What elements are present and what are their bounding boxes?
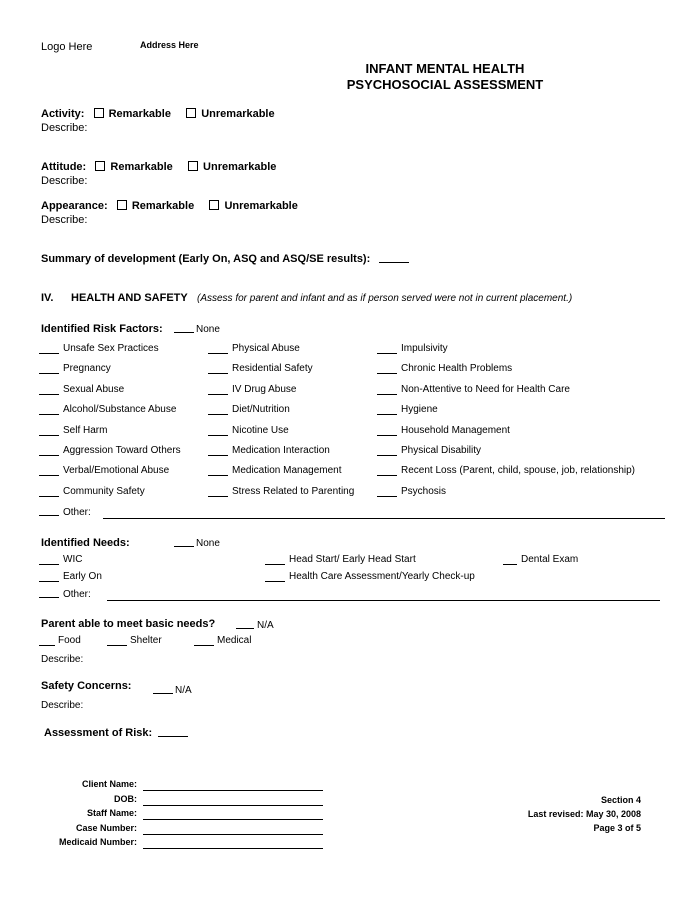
- need-wic-blank[interactable]: [39, 555, 59, 565]
- risk-factor-item: [39, 384, 124, 395]
- needs-other-label: Other:: [63, 589, 91, 600]
- need-early-on-label: Early On: [63, 571, 102, 582]
- risk-none-label: None: [196, 324, 220, 335]
- basic-need-food-label: Food: [58, 635, 81, 646]
- risk-factor-label: Physical Disability: [401, 445, 482, 456]
- activity-describe-label: Describe:: [41, 122, 88, 134]
- risk-factor-item: [208, 404, 290, 415]
- risk-factor-label: Medication Interaction: [232, 445, 330, 456]
- address-placeholder: Address Here: [140, 40, 199, 50]
- appearance-remarkable-checkbox[interactable]: [117, 200, 127, 210]
- need-item-health-care: [265, 571, 475, 582]
- risk-factor-blank[interactable]: [39, 344, 59, 354]
- footer-field-label: Client Name:: [81, 779, 137, 789]
- basic-needs-label: Parent able to meet basic needs?: [41, 618, 216, 630]
- footer-page-number: Page 3 of 5: [593, 823, 641, 833]
- footer-field-input-line[interactable]: [143, 819, 323, 820]
- risk-factors-label: Identified Risk Factors:: [41, 323, 163, 335]
- attitude-row: [41, 161, 276, 173]
- risk-factor-blank[interactable]: [208, 487, 228, 497]
- risk-factor-label: Diet/Nutrition: [232, 404, 290, 416]
- risk-other-row: [39, 506, 91, 518]
- needs-none-label: None: [196, 538, 220, 549]
- risk-factor-label: Alcohol/Substance Abuse: [63, 404, 177, 416]
- risk-factor-blank[interactable]: [377, 466, 397, 476]
- risk-factor-blank[interactable]: [208, 446, 228, 456]
- risk-factor-item: [377, 445, 481, 456]
- risk-none-row: [174, 323, 220, 335]
- needs-other-row: [39, 588, 91, 600]
- need-item-dental: [503, 554, 578, 565]
- risk-factor-blank[interactable]: [377, 487, 397, 497]
- attitude-remarkable-checkbox[interactable]: [95, 161, 105, 171]
- activity-remarkable-checkbox[interactable]: [94, 108, 104, 118]
- basic-need-food: [39, 635, 81, 646]
- risk-factor-item: [39, 445, 181, 456]
- risk-factor-item: [377, 363, 512, 374]
- basic-need-medical-blank[interactable]: [194, 636, 214, 646]
- risk-factor-item: [208, 486, 354, 497]
- attitude-unremarkable-label: Unremarkable: [203, 161, 277, 173]
- risk-factor-item: [39, 343, 159, 354]
- risk-factor-blank[interactable]: [39, 364, 59, 374]
- basic-need-shelter: [107, 635, 162, 646]
- risk-factor-label: Chronic Health Problems: [401, 363, 513, 375]
- risk-factor-label: Household Management: [401, 424, 510, 436]
- risk-factor-blank[interactable]: [39, 426, 59, 436]
- footer-last-revised: Last revised: May 30, 2008: [527, 809, 641, 819]
- risk-factor-label: IV Drug Abuse: [232, 383, 297, 395]
- risk-factor-item: [377, 343, 448, 354]
- risk-factor-blank[interactable]: [377, 385, 397, 395]
- risk-factor-label: Community Safety: [63, 485, 145, 497]
- risk-factor-item: [208, 384, 296, 395]
- basic-need-food-blank[interactable]: [39, 636, 55, 646]
- need-early-on-blank[interactable]: [39, 572, 59, 582]
- risk-factor-label: Pregnancy: [63, 363, 111, 375]
- activity-row: [41, 108, 275, 120]
- risk-factor-blank[interactable]: [377, 364, 397, 374]
- needs-none-row: [174, 537, 220, 549]
- safety-na-blank[interactable]: [153, 684, 173, 694]
- risk-factor-blank[interactable]: [208, 466, 228, 476]
- risk-factor-item: [208, 425, 289, 436]
- attitude-unremarkable-checkbox[interactable]: [188, 161, 198, 171]
- need-item-wic: [39, 554, 82, 565]
- risk-factor-blank[interactable]: [208, 426, 228, 436]
- risk-other-line[interactable]: [103, 518, 665, 519]
- risk-factor-item: [208, 445, 330, 456]
- form-title-line2: PSYCHOSOCIAL ASSESSMENT: [346, 77, 544, 92]
- risk-factor-label: Unsafe Sex Practices: [63, 343, 159, 354]
- risk-factor-label: Aggression Toward Others: [63, 445, 181, 456]
- assessment-of-risk-label: Assessment of Risk:: [44, 727, 153, 739]
- risk-factor-label: Medication Management: [232, 465, 342, 477]
- need-health-care-blank[interactable]: [265, 572, 285, 582]
- risk-factor-blank[interactable]: [377, 344, 397, 354]
- safety-describe-label: Describe:: [41, 700, 84, 711]
- risk-factor-label: Recent Loss (Parent, child, spouse, job, relationship): [401, 465, 636, 477]
- basic-needs-na-blank[interactable]: [236, 619, 254, 629]
- risk-factor-label: Hygiene: [401, 404, 438, 416]
- summary-blank[interactable]: [379, 253, 409, 263]
- risk-factor-label: Psychosis: [401, 485, 447, 497]
- activity-remarkable-label: Remarkable: [108, 108, 171, 120]
- risk-factor-item: [377, 384, 570, 395]
- appearance-row: [41, 200, 298, 212]
- appearance-unremarkable-checkbox[interactable]: [209, 200, 219, 210]
- risk-factor-blank[interactable]: [39, 446, 59, 456]
- need-dental-label: Dental Exam: [521, 554, 579, 565]
- appearance-unremarkable-label: Unremarkable: [224, 200, 298, 212]
- risk-other-label: Other:: [63, 507, 91, 518]
- risk-factor-item: [377, 465, 635, 476]
- risk-factor-label: Non-Attentive to Need for Health Care: [401, 383, 570, 395]
- footer-field-label: DOB:: [114, 793, 137, 804]
- footer-field-input-line[interactable]: [143, 834, 323, 835]
- risk-factor-item: [377, 486, 446, 497]
- activity-unremarkable-checkbox[interactable]: [186, 108, 196, 118]
- summary-row: [41, 253, 409, 265]
- activity-label: Activity:: [41, 108, 85, 120]
- risk-factor-blank[interactable]: [208, 405, 228, 415]
- assessment-of-risk-row: [44, 727, 188, 739]
- summary-label: Summary of development (Early On, ASQ and ASQ/SE results):: [41, 253, 371, 265]
- risk-factor-blank[interactable]: [208, 344, 228, 354]
- risk-factor-label: Physical Abuse: [232, 343, 300, 354]
- risk-factor-blank[interactable]: [208, 385, 228, 395]
- safety-concerns-label: Safety Concerns:: [41, 680, 132, 692]
- risk-factor-label: Nicotine Use: [232, 424, 289, 436]
- need-item-head-start: [265, 554, 416, 565]
- needs-other-line[interactable]: [107, 600, 660, 601]
- need-head-start-label: Head Start/ Early Head Start: [289, 554, 416, 565]
- risk-factor-blank[interactable]: [377, 405, 397, 415]
- risk-factor-item: [208, 465, 342, 476]
- footer-field-input-line[interactable]: [143, 805, 323, 806]
- safety-na-row: [153, 684, 192, 696]
- needs-label: Identified Needs:: [41, 537, 130, 549]
- need-head-start-blank[interactable]: [265, 555, 285, 565]
- footer-field-input-line[interactable]: [143, 790, 323, 791]
- attitude-label: Attitude:: [41, 161, 87, 173]
- need-wic-label: WIC: [63, 554, 83, 565]
- footer-field-label: Case Number:: [75, 822, 137, 833]
- appearance-describe-label: Describe:: [41, 214, 88, 226]
- appearance-remarkable-label: Remarkable: [131, 200, 195, 212]
- basic-needs-na-row: [236, 619, 274, 631]
- risk-factor-blank[interactable]: [208, 364, 228, 374]
- basic-needs-na-label: N/A: [257, 620, 274, 631]
- risk-factor-blank[interactable]: [39, 405, 59, 415]
- safety-na-label: N/A: [175, 685, 192, 696]
- risk-factor-blank[interactable]: [39, 466, 59, 476]
- risk-factor-item: [208, 363, 313, 374]
- need-dental-blank[interactable]: [503, 555, 517, 565]
- footer-field-label: Staff Name:: [86, 808, 137, 818]
- appearance-label: Appearance:: [41, 200, 108, 212]
- risk-other-checkbox-blank[interactable]: [39, 506, 59, 516]
- risk-factor-item: [377, 425, 510, 436]
- attitude-remarkable-label: Remarkable: [110, 161, 173, 173]
- risk-factor-item: [377, 404, 438, 415]
- risk-factor-label: Verbal/Emotional Abuse: [63, 465, 170, 477]
- need-item-early-on: [39, 571, 102, 582]
- risk-factor-item: [39, 465, 169, 476]
- section-note: (Assess for parent and infant and as if person served were not in current placement.): [197, 293, 573, 304]
- risk-factor-item: [39, 425, 107, 436]
- basic-need-shelter-blank[interactable]: [107, 636, 127, 646]
- activity-unremarkable-label: Unremarkable: [201, 108, 275, 120]
- risk-factor-item: [39, 363, 111, 374]
- risk-factor-label: Impulsivity: [401, 343, 448, 354]
- section-number: IV.: [41, 292, 54, 304]
- needs-other-checkbox-blank[interactable]: [39, 588, 59, 598]
- risk-factor-blank[interactable]: [39, 385, 59, 395]
- basic-need-medical-label: Medical: [217, 635, 252, 646]
- risk-factor-item: [39, 404, 176, 415]
- footer-field-label: Medicaid Number:: [58, 837, 137, 847]
- risk-none-blank[interactable]: [174, 323, 194, 333]
- basic-need-shelter-label: Shelter: [130, 635, 162, 646]
- basic-needs-describe-label: Describe:: [41, 654, 84, 665]
- attitude-describe-label: Describe:: [41, 175, 88, 187]
- basic-need-medical: [194, 635, 251, 646]
- footer-section: Section 4: [600, 795, 641, 805]
- risk-factor-label: Self Harm: [63, 424, 108, 436]
- need-health-care-label: Health Care Assessment/Yearly Check-up: [289, 571, 475, 582]
- section-title: HEALTH AND SAFETY: [71, 292, 188, 304]
- risk-factor-item: [208, 343, 300, 354]
- risk-factor-label: Stress Related to Parenting: [232, 485, 355, 497]
- needs-none-blank[interactable]: [174, 537, 194, 547]
- form-title-line1: INFANT MENTAL HEALTH: [365, 61, 525, 76]
- risk-factor-blank[interactable]: [377, 426, 397, 436]
- risk-factor-blank[interactable]: [39, 487, 59, 497]
- risk-factor-label: Residential Safety: [232, 363, 313, 375]
- footer-field-input-line[interactable]: [143, 848, 323, 849]
- risk-factor-blank[interactable]: [377, 446, 397, 456]
- logo-placeholder: Logo Here: [41, 41, 93, 53]
- risk-factor-label: Sexual Abuse: [63, 383, 125, 395]
- assessment-of-risk-blank[interactable]: [158, 727, 188, 737]
- risk-factor-item: [39, 486, 145, 497]
